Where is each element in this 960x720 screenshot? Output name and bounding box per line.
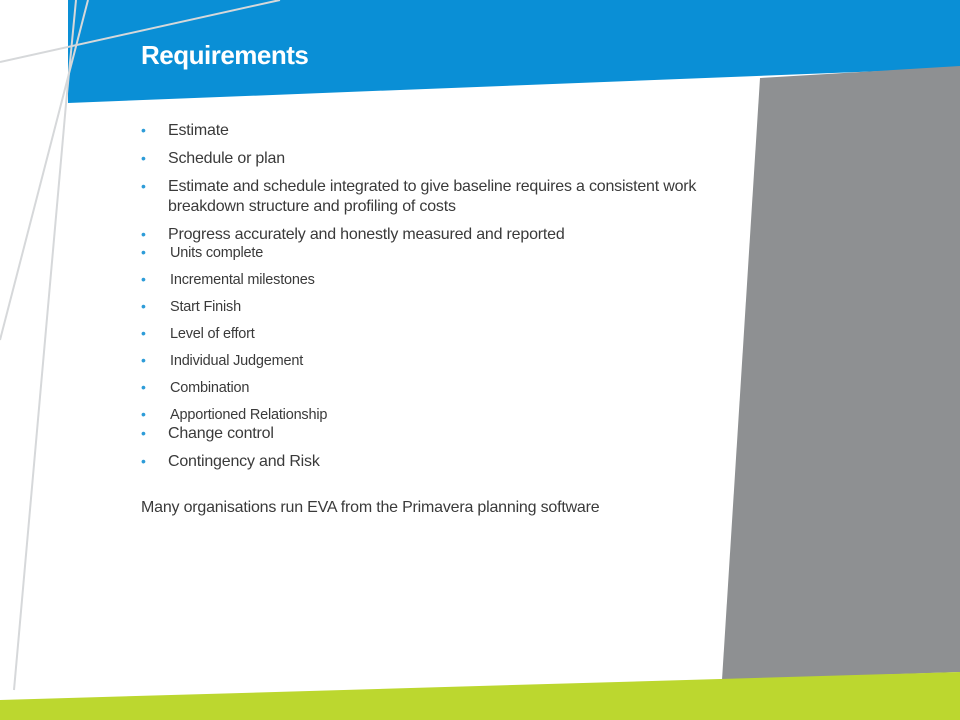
- bullet-item: • Change control: [141, 424, 721, 444]
- sub-bullet-item: • Individual Judgement: [141, 353, 721, 370]
- sub-bullet-item: • Level of effort: [141, 326, 721, 343]
- bullet-list: [141, 121, 721, 245]
- footer-green-band: [0, 672, 960, 720]
- footnote-text: Many organisations run EVA from the Primavera planning software: [141, 499, 600, 516]
- sub-bullet-item: • Incremental milestones: [141, 272, 721, 289]
- sub-bullet-item: • Apportioned Relationship: [141, 407, 721, 424]
- bullet-list-continued: [141, 424, 721, 472]
- bullet-item: • Estimate and schedule integrated to give baseline requires a consistent work breakdown structure and profiling of costs: [141, 177, 721, 217]
- sub-bullet-item: • Combination: [141, 380, 721, 397]
- bullet-item: • Schedule or plan: [141, 149, 721, 169]
- sub-bullet-item: • Start Finish: [141, 299, 721, 316]
- slide-content: [141, 121, 721, 518]
- bullet-item: • Estimate: [141, 121, 721, 141]
- bullet-item: [141, 225, 721, 245]
- bullet-text: Progress accurately and honestly measured and reported: [168, 226, 565, 243]
- sub-bullet-list: [141, 245, 721, 424]
- slide-title: Requirements: [141, 40, 309, 70]
- side-gray-panel: [722, 66, 960, 680]
- sub-bullet-item: • Units complete: [141, 245, 721, 262]
- bullet-item: • Contingency and Risk: [141, 452, 721, 472]
